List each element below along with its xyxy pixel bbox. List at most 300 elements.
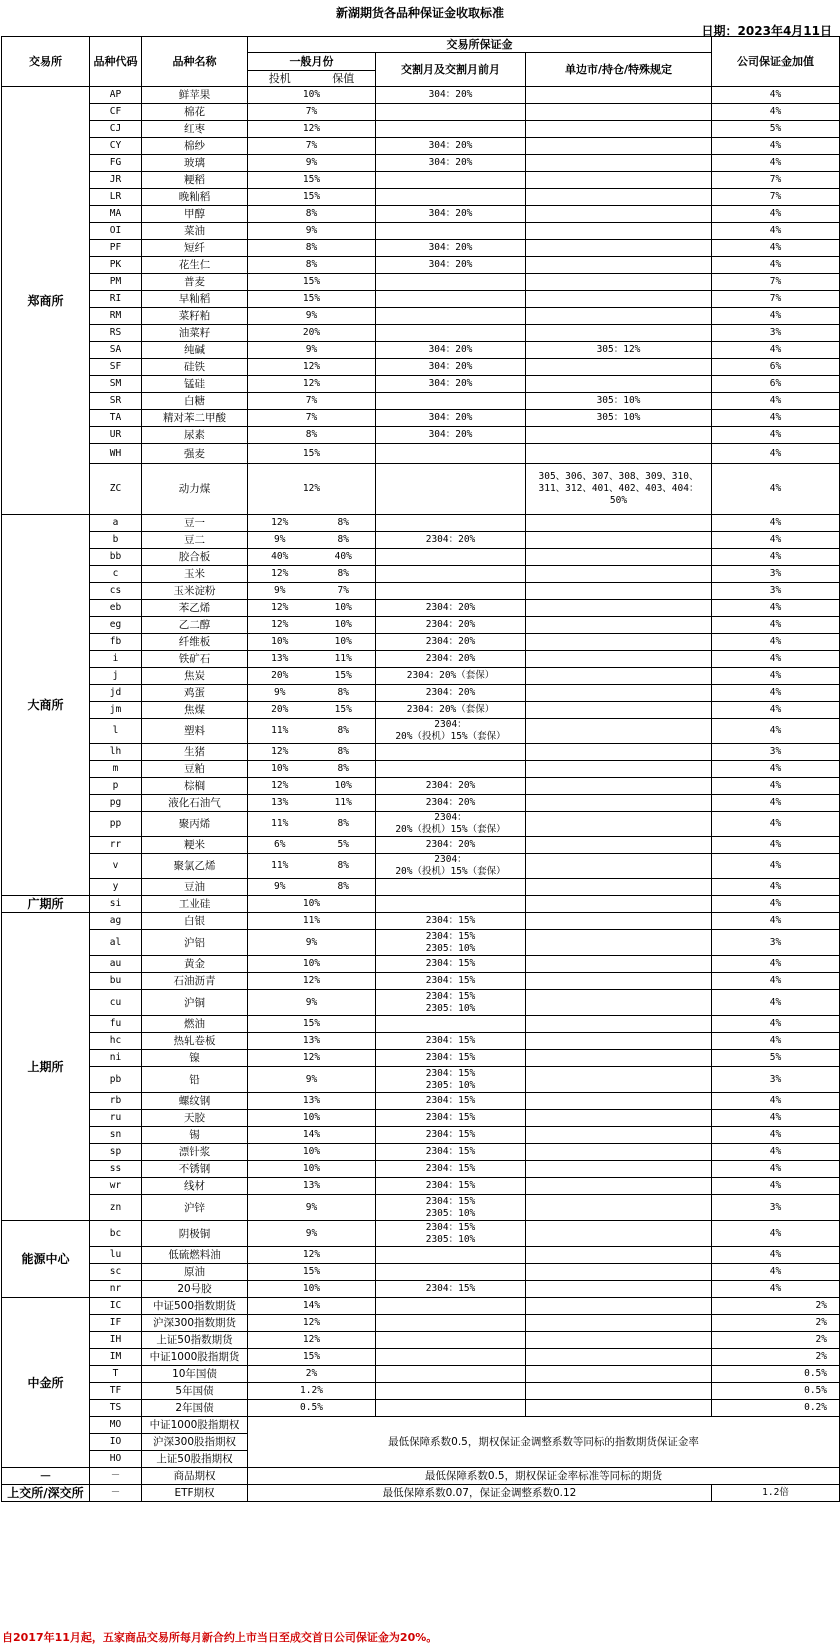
company-add-cell: 4% bbox=[712, 223, 840, 240]
code-cell: p bbox=[90, 778, 142, 795]
code-cell: JR bbox=[90, 172, 142, 189]
company-add-cell: 4% bbox=[712, 761, 840, 778]
delivery-cell: 2304：15% bbox=[376, 1144, 526, 1161]
delivery-cell bbox=[376, 515, 526, 532]
table-row bbox=[2, 240, 840, 257]
code-cell: j bbox=[90, 668, 142, 685]
table-row bbox=[2, 990, 840, 1016]
spec-cell: 9% bbox=[248, 1067, 376, 1093]
delivery-cell bbox=[376, 896, 526, 913]
hedge-cell: 11% bbox=[312, 795, 376, 812]
spec-cell: 2% bbox=[248, 1366, 376, 1383]
spec-cell: 9% bbox=[248, 532, 312, 549]
name-cell: 石油沥青 bbox=[142, 973, 248, 990]
code-cell: jm bbox=[90, 702, 142, 719]
spec-cell: 20% bbox=[248, 325, 376, 342]
company-add-cell: 4% bbox=[712, 1264, 840, 1281]
company-add-cell: 4% bbox=[712, 87, 840, 104]
table-row bbox=[2, 1349, 840, 1366]
spec-cell: 10% bbox=[248, 87, 376, 104]
spec-cell: 10% bbox=[248, 761, 312, 778]
spec-cell: 9% bbox=[248, 930, 376, 956]
special-cell bbox=[526, 583, 712, 600]
delivery-cell: 2304：15% bbox=[376, 956, 526, 973]
name-cell: 原油 bbox=[142, 1264, 248, 1281]
code-cell: － bbox=[90, 1485, 142, 1502]
table-row bbox=[2, 427, 840, 444]
name-cell: 锰硅 bbox=[142, 376, 248, 393]
table-row bbox=[2, 973, 840, 990]
delivery-cell: 2304：15% 2305：10% bbox=[376, 930, 526, 956]
name-cell: 晚籼稻 bbox=[142, 189, 248, 206]
company-add-cell: 4% bbox=[712, 854, 840, 879]
name-cell: 螺纹钢 bbox=[142, 1093, 248, 1110]
code-cell: au bbox=[90, 956, 142, 973]
name-cell: 铁矿石 bbox=[142, 651, 248, 668]
table-row bbox=[2, 651, 840, 668]
special-cell bbox=[526, 1366, 712, 1383]
name-cell: 镍 bbox=[142, 1050, 248, 1067]
table-body bbox=[2, 87, 840, 1502]
commodity-options-note-cell: 最低保障系数0.5，期权保证金率标准等同标的期货 bbox=[248, 1468, 840, 1485]
delivery-cell: 2304：15% bbox=[376, 1161, 526, 1178]
delivery-cell: 2304：15% 2305：10% bbox=[376, 1221, 526, 1247]
header-company-add: 公司保证金加值 bbox=[712, 37, 840, 87]
table-row bbox=[2, 685, 840, 702]
code-cell: bc bbox=[90, 1221, 142, 1247]
table-row bbox=[2, 600, 840, 617]
company-add-cell: 4% bbox=[712, 138, 840, 155]
special-cell bbox=[526, 532, 712, 549]
code-cell: eb bbox=[90, 600, 142, 617]
special-cell bbox=[526, 778, 712, 795]
code-cell: RI bbox=[90, 291, 142, 308]
spec-cell: 9% bbox=[248, 1221, 376, 1247]
special-cell bbox=[526, 956, 712, 973]
name-cell: 沪铜 bbox=[142, 990, 248, 1016]
code-cell: SF bbox=[90, 359, 142, 376]
company-add-cell: 7% bbox=[712, 189, 840, 206]
table-row bbox=[2, 206, 840, 223]
table-row bbox=[2, 668, 840, 685]
special-cell bbox=[526, 1264, 712, 1281]
delivery-cell: 2304：15% bbox=[376, 1281, 526, 1298]
code-cell: TA bbox=[90, 410, 142, 427]
delivery-cell: 2304： 20%（投机）15%（套保） bbox=[376, 719, 526, 744]
spec-cell: 15% bbox=[248, 1349, 376, 1366]
company-add-cell: 4% bbox=[712, 956, 840, 973]
spec-cell: 15% bbox=[248, 274, 376, 291]
header-hedge: 保值 bbox=[312, 71, 376, 87]
delivery-cell bbox=[376, 1400, 526, 1417]
name-cell: 红枣 bbox=[142, 121, 248, 138]
spec-cell: 9% bbox=[248, 1195, 376, 1221]
code-cell: bu bbox=[90, 973, 142, 990]
spec-cell: 10% bbox=[248, 1110, 376, 1127]
company-add-cell: 7% bbox=[712, 291, 840, 308]
spec-cell: 11% bbox=[248, 913, 376, 930]
delivery-cell: 304：20% bbox=[376, 206, 526, 223]
etf-options-note-cell: 最低保障系数0.07，保证金调整系数0.12 bbox=[248, 1485, 712, 1502]
special-cell bbox=[526, 930, 712, 956]
company-add-cell: 6% bbox=[712, 359, 840, 376]
name-cell: 棉花 bbox=[142, 104, 248, 121]
spec-cell: 10% bbox=[248, 1281, 376, 1298]
table-row bbox=[2, 1110, 840, 1127]
name-cell: 甲醇 bbox=[142, 206, 248, 223]
code-cell: PF bbox=[90, 240, 142, 257]
spec-cell: 9% bbox=[248, 990, 376, 1016]
special-cell bbox=[526, 223, 712, 240]
name-cell: 阴极铜 bbox=[142, 1221, 248, 1247]
spec-cell: 7% bbox=[248, 410, 376, 427]
delivery-cell bbox=[376, 1366, 526, 1383]
exchange-cell: 中金所 bbox=[2, 1298, 90, 1468]
special-cell bbox=[526, 896, 712, 913]
name-cell: 白糖 bbox=[142, 393, 248, 410]
table-row bbox=[2, 121, 840, 138]
spec-cell: 15% bbox=[248, 172, 376, 189]
table-row bbox=[2, 410, 840, 427]
delivery-cell: 304：20% bbox=[376, 376, 526, 393]
name-cell: 塑料 bbox=[142, 719, 248, 744]
special-cell bbox=[526, 427, 712, 444]
code-cell: fu bbox=[90, 1016, 142, 1033]
delivery-cell: 2304：15% 2305：10% bbox=[376, 990, 526, 1016]
table-row bbox=[2, 1067, 840, 1093]
company-add-cell: 3% bbox=[712, 1067, 840, 1093]
company-add-cell: 4% bbox=[712, 410, 840, 427]
special-cell: 305：12% bbox=[526, 342, 712, 359]
delivery-cell: 2304：15% bbox=[376, 1093, 526, 1110]
special-cell bbox=[526, 634, 712, 651]
code-cell: fb bbox=[90, 634, 142, 651]
code-cell: cu bbox=[90, 990, 142, 1016]
code-cell: al bbox=[90, 930, 142, 956]
table-row bbox=[2, 532, 840, 549]
name-cell: 上证50指数期货 bbox=[142, 1332, 248, 1349]
special-cell bbox=[526, 1332, 712, 1349]
delivery-cell bbox=[376, 308, 526, 325]
special-cell bbox=[526, 549, 712, 566]
name-cell: 天胶 bbox=[142, 1110, 248, 1127]
delivery-cell: 304：20% bbox=[376, 240, 526, 257]
code-cell: sc bbox=[90, 1264, 142, 1281]
name-cell: 沪铝 bbox=[142, 930, 248, 956]
company-add-cell: 4% bbox=[712, 617, 840, 634]
spec-cell: 11% bbox=[248, 812, 312, 837]
table-row bbox=[2, 795, 840, 812]
special-cell bbox=[526, 1127, 712, 1144]
margin-table bbox=[1, 36, 840, 1502]
table-row bbox=[2, 1400, 840, 1417]
code-cell: AP bbox=[90, 87, 142, 104]
table-row bbox=[2, 617, 840, 634]
footer-note: 自2017年11月起，五家商品交易所每月新合约上市当日至成交首日公司保证金为20%。 bbox=[2, 1631, 438, 1644]
delivery-cell: 2304：15% bbox=[376, 973, 526, 990]
spec-cell: 15% bbox=[248, 1264, 376, 1281]
delivery-cell bbox=[376, 1264, 526, 1281]
code-cell: － bbox=[90, 1468, 142, 1485]
name-cell: 棕榈 bbox=[142, 778, 248, 795]
company-add-cell: 2% bbox=[712, 1349, 840, 1366]
table-row bbox=[2, 744, 840, 761]
delivery-cell bbox=[376, 172, 526, 189]
special-cell bbox=[526, 515, 712, 532]
special-cell bbox=[526, 206, 712, 223]
code-cell: cs bbox=[90, 583, 142, 600]
spec-cell: 6% bbox=[248, 837, 312, 854]
spec-cell: 9% bbox=[248, 342, 376, 359]
spec-cell: 13% bbox=[248, 651, 312, 668]
name-cell: 普麦 bbox=[142, 274, 248, 291]
code-cell: IC bbox=[90, 1298, 142, 1315]
spec-cell: 7% bbox=[248, 104, 376, 121]
hedge-cell: 10% bbox=[312, 617, 376, 634]
company-add-cell: 4% bbox=[712, 1161, 840, 1178]
spec-cell: 10% bbox=[248, 1161, 376, 1178]
spec-cell: 9% bbox=[248, 879, 312, 896]
name-cell: 豆二 bbox=[142, 532, 248, 549]
table-row bbox=[2, 1332, 840, 1349]
delivery-cell bbox=[376, 744, 526, 761]
header-spec: 投机 bbox=[248, 71, 312, 87]
special-cell bbox=[526, 121, 712, 138]
spec-cell: 9% bbox=[248, 583, 312, 600]
special-cell bbox=[526, 138, 712, 155]
company-add-cell: 3% bbox=[712, 1195, 840, 1221]
table-row bbox=[2, 837, 840, 854]
table-row bbox=[2, 359, 840, 376]
special-cell bbox=[526, 274, 712, 291]
delivery-cell: 2304：20%（套保） bbox=[376, 668, 526, 685]
table-row bbox=[2, 1366, 840, 1383]
name-cell: 玉米淀粉 bbox=[142, 583, 248, 600]
name-cell: 鸡蛋 bbox=[142, 685, 248, 702]
table-row bbox=[2, 778, 840, 795]
company-add-cell: 4% bbox=[712, 913, 840, 930]
table-row bbox=[2, 896, 840, 913]
company-add-cell: 4% bbox=[712, 444, 840, 464]
hedge-cell: 10% bbox=[312, 600, 376, 617]
delivery-cell bbox=[376, 1016, 526, 1033]
table-row bbox=[2, 376, 840, 393]
spec-cell: 10% bbox=[248, 1144, 376, 1161]
table-row bbox=[2, 549, 840, 566]
code-cell: m bbox=[90, 761, 142, 778]
code-cell: HO bbox=[90, 1451, 142, 1468]
special-cell: 305：10% bbox=[526, 393, 712, 410]
code-cell: jd bbox=[90, 685, 142, 702]
table-row bbox=[2, 104, 840, 121]
code-cell: IF bbox=[90, 1315, 142, 1332]
name-cell: 沪深300股指期权 bbox=[142, 1434, 248, 1451]
date-label: 日期：2023年4月11日 bbox=[701, 24, 832, 38]
name-cell: 花生仁 bbox=[142, 257, 248, 274]
spec-cell: 12% bbox=[248, 359, 376, 376]
name-cell: 漂针浆 bbox=[142, 1144, 248, 1161]
special-cell bbox=[526, 1067, 712, 1093]
hedge-cell: 7% bbox=[312, 583, 376, 600]
delivery-cell: 2304：20% bbox=[376, 600, 526, 617]
delivery-cell bbox=[376, 549, 526, 566]
name-cell: 中证1000股指期权 bbox=[142, 1417, 248, 1434]
code-cell: bb bbox=[90, 549, 142, 566]
company-add-cell: 4% bbox=[712, 1127, 840, 1144]
special-cell bbox=[526, 702, 712, 719]
company-add-cell: 0.5% bbox=[712, 1383, 840, 1400]
hedge-cell: 8% bbox=[312, 812, 376, 837]
spec-cell: 11% bbox=[248, 719, 312, 744]
header-delivery: 交割月及交割月前月 bbox=[376, 53, 526, 87]
special-cell bbox=[526, 566, 712, 583]
delivery-cell bbox=[376, 223, 526, 240]
name-cell: 不锈钢 bbox=[142, 1161, 248, 1178]
hedge-cell: 40% bbox=[312, 549, 376, 566]
name-cell: 豆一 bbox=[142, 515, 248, 532]
company-add-cell: 4% bbox=[712, 104, 840, 121]
name-cell: 焦煤 bbox=[142, 702, 248, 719]
table-row bbox=[2, 87, 840, 104]
company-add-cell: 4% bbox=[712, 342, 840, 359]
spec-cell: 12% bbox=[248, 566, 312, 583]
hedge-cell: 15% bbox=[312, 702, 376, 719]
company-add-cell: 0.5% bbox=[712, 1366, 840, 1383]
code-cell: TS bbox=[90, 1400, 142, 1417]
code-cell: SM bbox=[90, 376, 142, 393]
delivery-cell bbox=[376, 1332, 526, 1349]
company-add-cell: 4% bbox=[712, 549, 840, 566]
table-row bbox=[2, 189, 840, 206]
table-row bbox=[2, 257, 840, 274]
spec-cell: 14% bbox=[248, 1298, 376, 1315]
delivery-cell bbox=[376, 464, 526, 515]
company-add-cell: 4% bbox=[712, 795, 840, 812]
company-add-cell: 4% bbox=[712, 719, 840, 744]
exchange-cell: 能源中心 bbox=[2, 1221, 90, 1298]
code-cell: v bbox=[90, 854, 142, 879]
spec-cell: 13% bbox=[248, 1178, 376, 1195]
special-cell bbox=[526, 879, 712, 896]
hedge-cell: 8% bbox=[312, 854, 376, 879]
special-cell bbox=[526, 854, 712, 879]
hedge-cell: 8% bbox=[312, 566, 376, 583]
name-cell: 线材 bbox=[142, 1178, 248, 1195]
code-cell: ru bbox=[90, 1110, 142, 1127]
delivery-cell: 304：20% bbox=[376, 427, 526, 444]
special-cell bbox=[526, 87, 712, 104]
table-row bbox=[2, 223, 840, 240]
delivery-cell: 2304：20% bbox=[376, 778, 526, 795]
special-cell bbox=[526, 1221, 712, 1247]
hedge-cell: 8% bbox=[312, 744, 376, 761]
spec-cell: 20% bbox=[248, 702, 312, 719]
company-add-cell: 4% bbox=[712, 685, 840, 702]
company-add-cell: 4% bbox=[712, 990, 840, 1016]
code-cell: rb bbox=[90, 1093, 142, 1110]
table-row bbox=[2, 1178, 840, 1195]
special-cell bbox=[526, 291, 712, 308]
table-row bbox=[2, 1016, 840, 1033]
options-note-cell: 最低保障系数0.5，期权保证金调整系数等同标的指数期货保证金率 bbox=[248, 1417, 840, 1468]
code-cell: sp bbox=[90, 1144, 142, 1161]
company-add-cell: 3% bbox=[712, 930, 840, 956]
company-add-cell: 2% bbox=[712, 1332, 840, 1349]
name-cell: 豆粕 bbox=[142, 761, 248, 778]
table-row bbox=[2, 1033, 840, 1050]
special-cell bbox=[526, 668, 712, 685]
company-add-cell: 3% bbox=[712, 744, 840, 761]
company-add-cell: 3% bbox=[712, 325, 840, 342]
table-row bbox=[2, 719, 840, 744]
page-title: 新湖期货各品种保证金收取标准 bbox=[335, 6, 504, 20]
code-cell: pb bbox=[90, 1067, 142, 1093]
spec-cell: 0.5% bbox=[248, 1400, 376, 1417]
name-cell: 棉纱 bbox=[142, 138, 248, 155]
spec-cell: 15% bbox=[248, 189, 376, 206]
delivery-cell: 2304： 20%（投机）15%（套保） bbox=[376, 854, 526, 879]
name-cell: 商品期权 bbox=[142, 1468, 248, 1485]
spec-cell: 12% bbox=[248, 1247, 376, 1264]
margin-table-container bbox=[1, 36, 839, 1502]
table-row bbox=[2, 879, 840, 896]
code-cell: i bbox=[90, 651, 142, 668]
special-cell bbox=[526, 1349, 712, 1366]
special-cell bbox=[526, 744, 712, 761]
table-row bbox=[2, 172, 840, 189]
special-cell bbox=[526, 617, 712, 634]
hedge-cell: 8% bbox=[312, 879, 376, 896]
table-row bbox=[2, 1264, 840, 1281]
code-cell: ss bbox=[90, 1161, 142, 1178]
code-cell: WH bbox=[90, 444, 142, 464]
company-add-cell: 5% bbox=[712, 1050, 840, 1067]
hedge-cell: 8% bbox=[312, 515, 376, 532]
special-cell bbox=[526, 1298, 712, 1315]
code-cell: ZC bbox=[90, 464, 142, 515]
spec-cell: 10% bbox=[248, 634, 312, 651]
spec-cell: 12% bbox=[248, 515, 312, 532]
name-cell: 沪深300指数期货 bbox=[142, 1315, 248, 1332]
company-add-cell: 4% bbox=[712, 240, 840, 257]
table-row bbox=[2, 1161, 840, 1178]
company-add-cell: 4% bbox=[712, 1144, 840, 1161]
delivery-cell: 2304：15% bbox=[376, 1050, 526, 1067]
company-add-cell: 3% bbox=[712, 583, 840, 600]
spec-cell: 20% bbox=[248, 668, 312, 685]
table-row bbox=[2, 1221, 840, 1247]
spec-cell: 13% bbox=[248, 795, 312, 812]
table-header bbox=[2, 37, 840, 87]
code-cell: OI bbox=[90, 223, 142, 240]
delivery-cell: 2304： 20%（投机）15%（套保） bbox=[376, 812, 526, 837]
delivery-cell bbox=[376, 879, 526, 896]
delivery-cell bbox=[376, 291, 526, 308]
company-add-cell: 4% bbox=[712, 651, 840, 668]
company-add-cell: 4% bbox=[712, 308, 840, 325]
delivery-cell bbox=[376, 761, 526, 778]
table-row bbox=[2, 444, 840, 464]
header-name: 品种名称 bbox=[142, 37, 248, 87]
special-cell bbox=[526, 1093, 712, 1110]
name-cell: 玉米 bbox=[142, 566, 248, 583]
spec-cell: 40% bbox=[248, 549, 312, 566]
company-add-cell: 4% bbox=[712, 427, 840, 444]
code-cell: CJ bbox=[90, 121, 142, 138]
code-cell: b bbox=[90, 532, 142, 549]
name-cell: 上证50股指期权 bbox=[142, 1451, 248, 1468]
code-cell: UR bbox=[90, 427, 142, 444]
